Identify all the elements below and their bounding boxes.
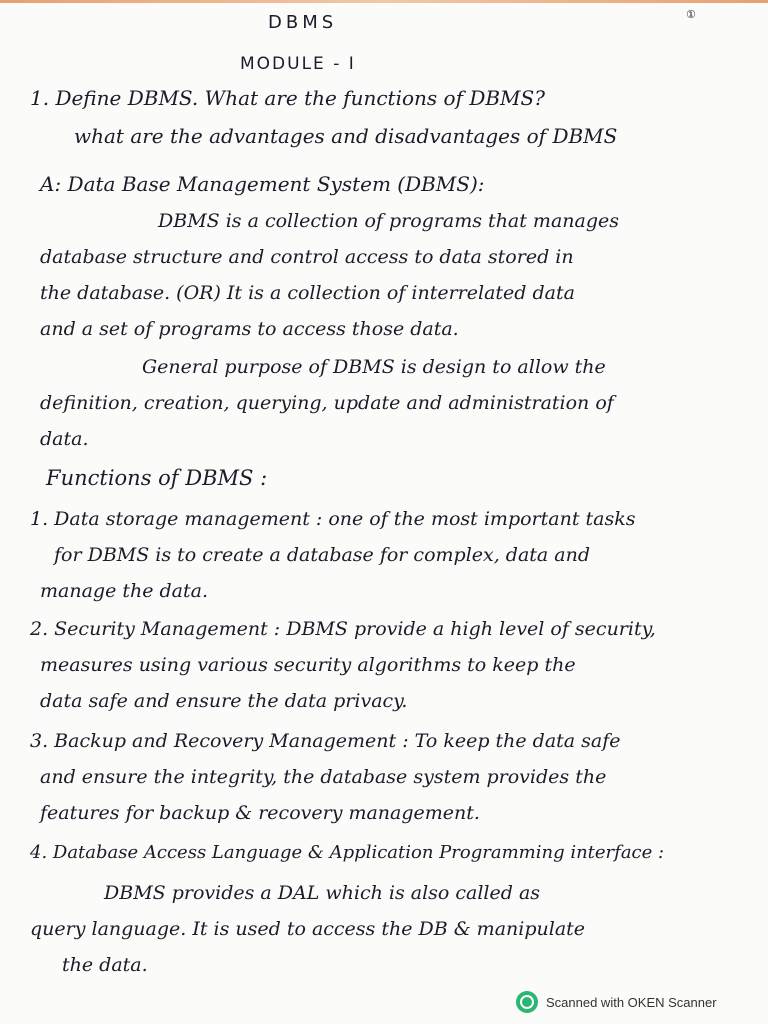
function-4-line-4: the data.	[62, 954, 148, 976]
answer-para1-line1: DBMS is a collection of programs that manages	[158, 210, 620, 232]
scanner-logo-icon	[516, 991, 538, 1013]
function-2-line-3: data safe and ensure the data privacy.	[40, 690, 408, 712]
answer-para2-line2: definition, creation, querying, update and administration of	[40, 392, 614, 414]
function-3-line-1: 3. Backup and Recovery Management : To keep the data safe	[30, 730, 621, 752]
question-line-1: 1. Define DBMS. What are the functions of DBMS?	[30, 86, 545, 110]
function-4-line-1: 4. Database Access Language & Application Programming interface :	[30, 842, 665, 863]
functions-heading: Functions of DBMS :	[46, 466, 268, 490]
page-top-edge	[0, 0, 768, 3]
function-1-line-1: 1. Data storage management : one of the most important tasks	[30, 508, 636, 530]
function-1-line-2: for DBMS is to create a database for complex, data and	[54, 544, 591, 566]
function-3-line-2: and ensure the integrity, the database system provides the	[40, 766, 607, 788]
question-line-2: what are the advantages and disadvantages of DBMS	[74, 124, 618, 148]
scanner-watermark-text: Scanned with OKEN Scanner	[546, 994, 717, 1010]
page-number-mark: ①	[686, 8, 696, 21]
answer-para2-line3: data.	[40, 428, 89, 450]
function-4-line-2: DBMS provides a DAL which is also called as	[104, 882, 541, 904]
answer-para2-line1: General purpose of DBMS is design to allow the	[142, 356, 606, 378]
answer-heading: A: Data Base Management System (DBMS):	[40, 172, 485, 196]
page-title: DBMS	[268, 12, 338, 33]
function-2-line-2: measures using various security algorithms to keep the	[40, 654, 576, 676]
scanner-watermark	[516, 990, 717, 1014]
answer-para1-line3: the database. (OR) It is a collection of interrelated data	[40, 282, 575, 304]
function-1-line-3: manage the data.	[40, 580, 209, 602]
function-4-line-3: query language. It is used to access the DB & manipulate	[30, 918, 586, 940]
answer-para1-line4: and a set of programs to access those data.	[40, 318, 459, 340]
answer-para1-line2: database structure and control access to data stored in	[40, 246, 574, 268]
function-3-line-3: features for backup & recovery management.	[40, 802, 480, 824]
function-2-line-1: 2. Security Management : DBMS provide a high level of security,	[30, 618, 656, 640]
module-title: MODULE - I	[240, 54, 356, 74]
